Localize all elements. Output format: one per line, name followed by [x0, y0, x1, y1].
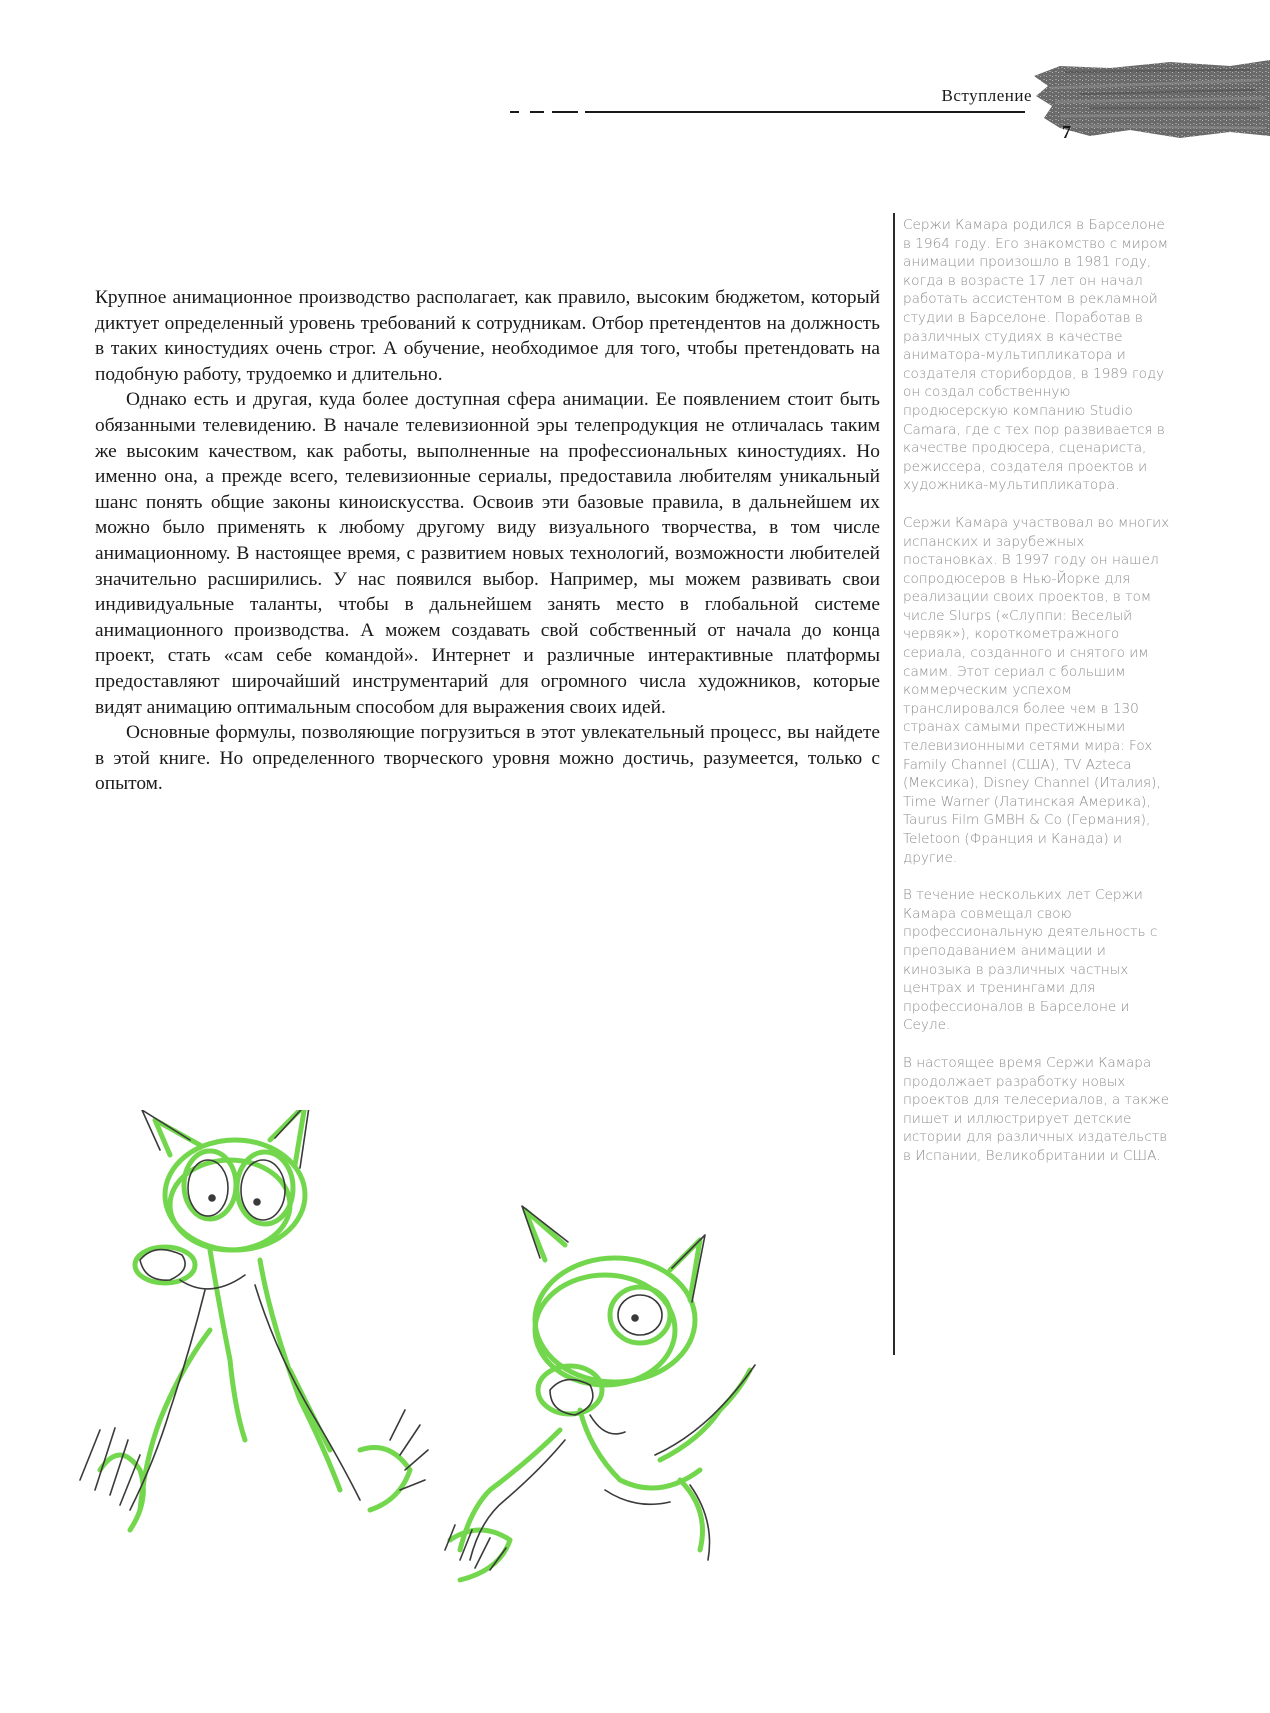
bio-paragraph: В течение нескольких лет Сержи Камара совмещал свою профессиональную деятельность с преподаванием анимации и кинозыка в различных частных центрах и тренингами для профессионалов в Барселоне и Сеуле.: [903, 887, 1158, 1034]
cat-sketch-illustration: [60, 1110, 820, 1590]
page-number: 7: [1062, 122, 1071, 142]
author-bio-sidebar: [903, 216, 1173, 1185]
right-cat-sketch: [445, 1206, 755, 1580]
bio-paragraph: В настоящее время Сержи Камара продолжает разработку новых проектов для телесериалов, а также пишет и иллюстрирует детские истории для различных издательств в Испании, Великобритании и США.: [903, 1054, 1170, 1164]
sidebar-rule: [893, 213, 895, 1355]
bio-paragraph: Сержи Камара участвовал во многих испанских и зарубежных постановках. В 1997 году он нашел сопродюсеров в Нью-Йорке для реализации своих проектов, в том числе Slurps («Слуппи: Веселый червяк»), короткометражного сериала, созданного и снятого им самим. Этот сериал с большим коммерческим успехом транслировался более чем в 130 странах самыми престижными телевизионными сетями мира: Fox Family Channel (США), TV Azteca (Мексика), Disney Channel (Италия), Time Warner (Латинская Америка), Taurus Film GMBH & Co (Германия), Teletoon (Франция и Канада) и другие.: [903, 514, 1170, 866]
left-cat-sketch: [80, 1110, 428, 1530]
body-paragraph: Однако есть и другая, куда более доступная сфера анимации. Ее появлением стоит быть обязанными телевидению. В начале телевизионной эры телепродукция не отличалась таким же высоким качеством, как работы, выполненные на профессиональных киностудиях. Но именно она, а прежде всего, телевизионные сериалы, предоставила любителям уникальный шанс понять общие законы киноискусства. Освоив эти базовые правила, в дальнейшем их можно было применять к любому другому виду визуального творчества, в том числе анимационному. В настоящее время, с развитием новых технологий, возможности любителей значительно расширились. У нас появился выбор. Например, мы можем развивать свои индивидуальные таланты, чтобы в дальнейшем занять место в глобальной системе анимационного производства. А можем создавать свой собственный от начала до конца проект, стать «сам себе командой». Интернет и различные интерактивные платформы предоставляют широчайший инструментарий для огромного числа художников, которые видят анимацию оптимальным способом для выражения своих идей.: [95, 389, 880, 718]
main-body-text: [95, 285, 880, 797]
header-dash: [510, 111, 519, 113]
header-dash: [530, 111, 544, 113]
body-paragraph: Крупное анимационное производство располагает, как правило, высоким бюджетом, который диктует определенный уровень требований к сотрудникам. Отбор претендентов на должность в таких киностудиях очень строг. А обучение, необходимое для того, чтобы претендовать на подобную работу, трудоемко и длительно.: [95, 287, 880, 385]
body-paragraph: Основные формулы, позволяющие погрузиться в этот увлекательный процесс, вы найдете в этой книге. Но определенного творческого уровня можно достичь, разумеется, только с опытом.: [95, 722, 880, 795]
section-title: Вступление: [941, 86, 1032, 105]
header-dash: [552, 111, 578, 113]
bio-paragraph: Сержи Камара родился в Барселоне в 1964 году. Его знакомство с миром анимации произошло в 1981 году, когда в возрасте 17 лет он начал работать ассистентом в рекламной студии в Барселоне. Поработав в различных студиях в качестве аниматора-мультипликатора и создателя сторибордов, в 1989 году он создал собственную продюсерскую компанию Studio Camara, где с тех пор развивается в качестве продюсера, сценариста, режиссера, создателя проектов и художника-мультипликатора.: [903, 217, 1168, 494]
header-rule: [585, 111, 1025, 113]
running-header: [0, 0, 1270, 160]
